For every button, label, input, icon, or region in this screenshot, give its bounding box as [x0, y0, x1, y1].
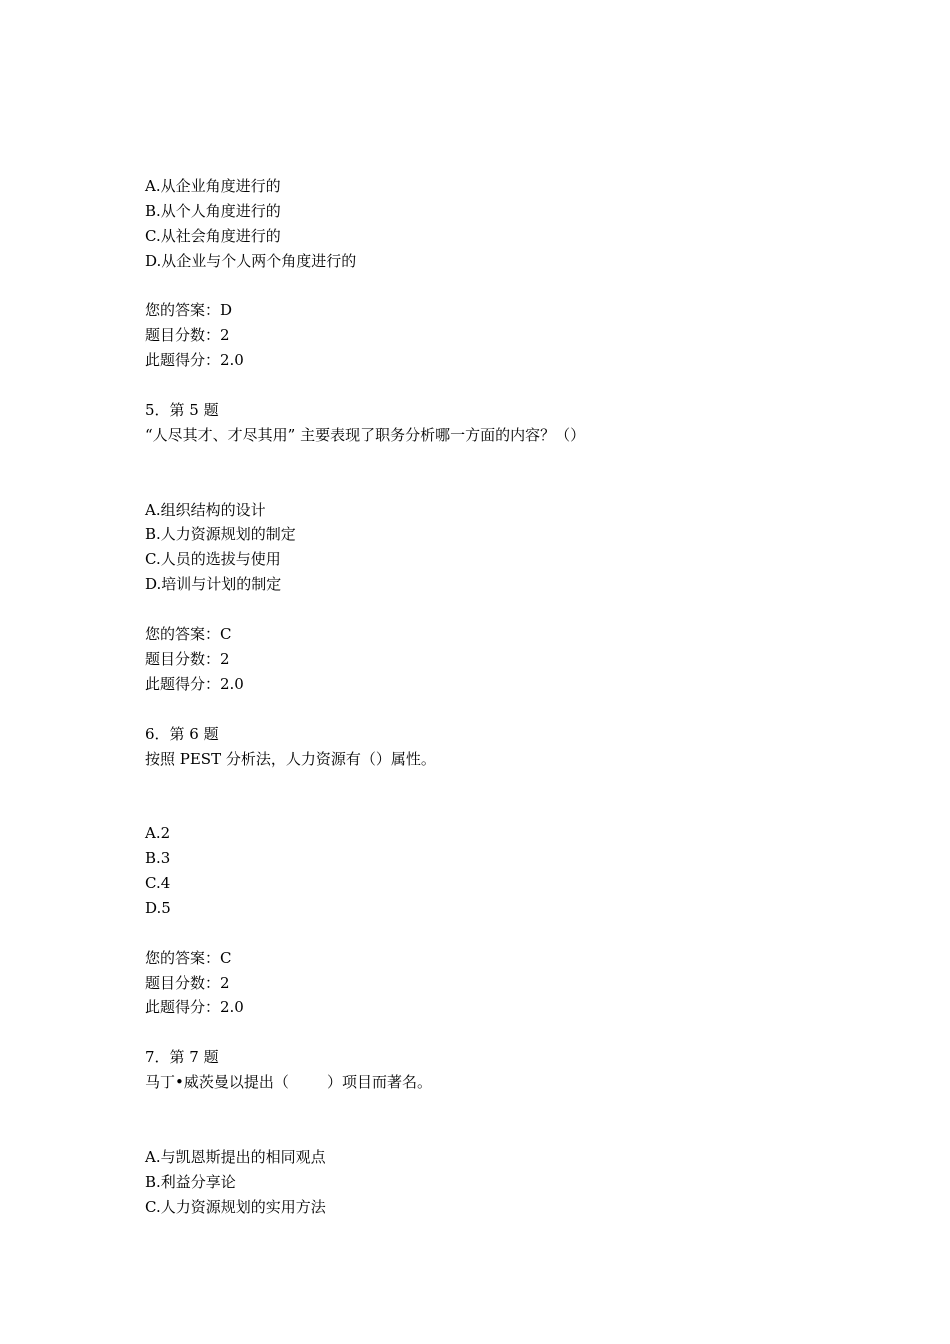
- question-6: [145, 722, 845, 1021]
- your-answer: 您的答案：D: [145, 301, 233, 320]
- option-a: A.2: [145, 824, 171, 843]
- option-d: D.培训与计划的制定: [145, 575, 282, 594]
- your-answer: 您的答案：C: [145, 948, 232, 967]
- option-c: C.人员的选拔与使用: [145, 550, 281, 569]
- question-points: 题目分数：2: [145, 326, 230, 345]
- question-text: 按照 PEST 分析法，人力资源有（）属性。: [145, 749, 436, 768]
- question-points: 题目分数：2: [145, 649, 230, 668]
- option-a: A.组织结构的设计: [145, 500, 266, 519]
- option-a: A.与凯恩斯提出的相同观点: [145, 1147, 326, 1166]
- option-b: B.3: [145, 849, 171, 868]
- option-d: D.从企业与个人两个角度进行的: [145, 251, 357, 270]
- question-text: 马丁•威茨曼以提出（ ）项目而著名。: [145, 1073, 432, 1092]
- question-4-options: [145, 174, 845, 274]
- question-heading: 5．第 5 题: [145, 401, 219, 420]
- question-text: “人尽其才、才尽其用” 主要表现了职务分析哪一方面的内容？（）: [145, 425, 586, 444]
- question-heading: 6．第 6 题: [145, 724, 219, 743]
- option-b: B.利益分享论: [145, 1172, 236, 1191]
- option-a: A.从企业角度进行的: [145, 177, 281, 195]
- option-b: B.人力资源规划的制定: [145, 525, 296, 544]
- question-score: 此题得分：2.0: [145, 998, 244, 1017]
- option-b: B.从个人角度进行的: [145, 201, 281, 220]
- question-heading: 7．第 7 题: [145, 1048, 219, 1067]
- exam-document: [145, 174, 845, 1219]
- question-score: 此题得分：2.0: [145, 351, 244, 370]
- question-score: 此题得分：2.0: [145, 674, 244, 693]
- option-c: C.人力资源规划的实用方法: [145, 1197, 326, 1216]
- question-points: 题目分数：2: [145, 973, 230, 992]
- option-c: C.4: [145, 873, 171, 892]
- option-c: C.从社会角度进行的: [145, 226, 281, 245]
- question-5: [145, 398, 845, 697]
- question-4-result: [145, 298, 845, 373]
- your-answer: 您的答案：C: [145, 625, 232, 644]
- option-d: D.5: [145, 898, 171, 917]
- question-7: [145, 1045, 845, 1219]
